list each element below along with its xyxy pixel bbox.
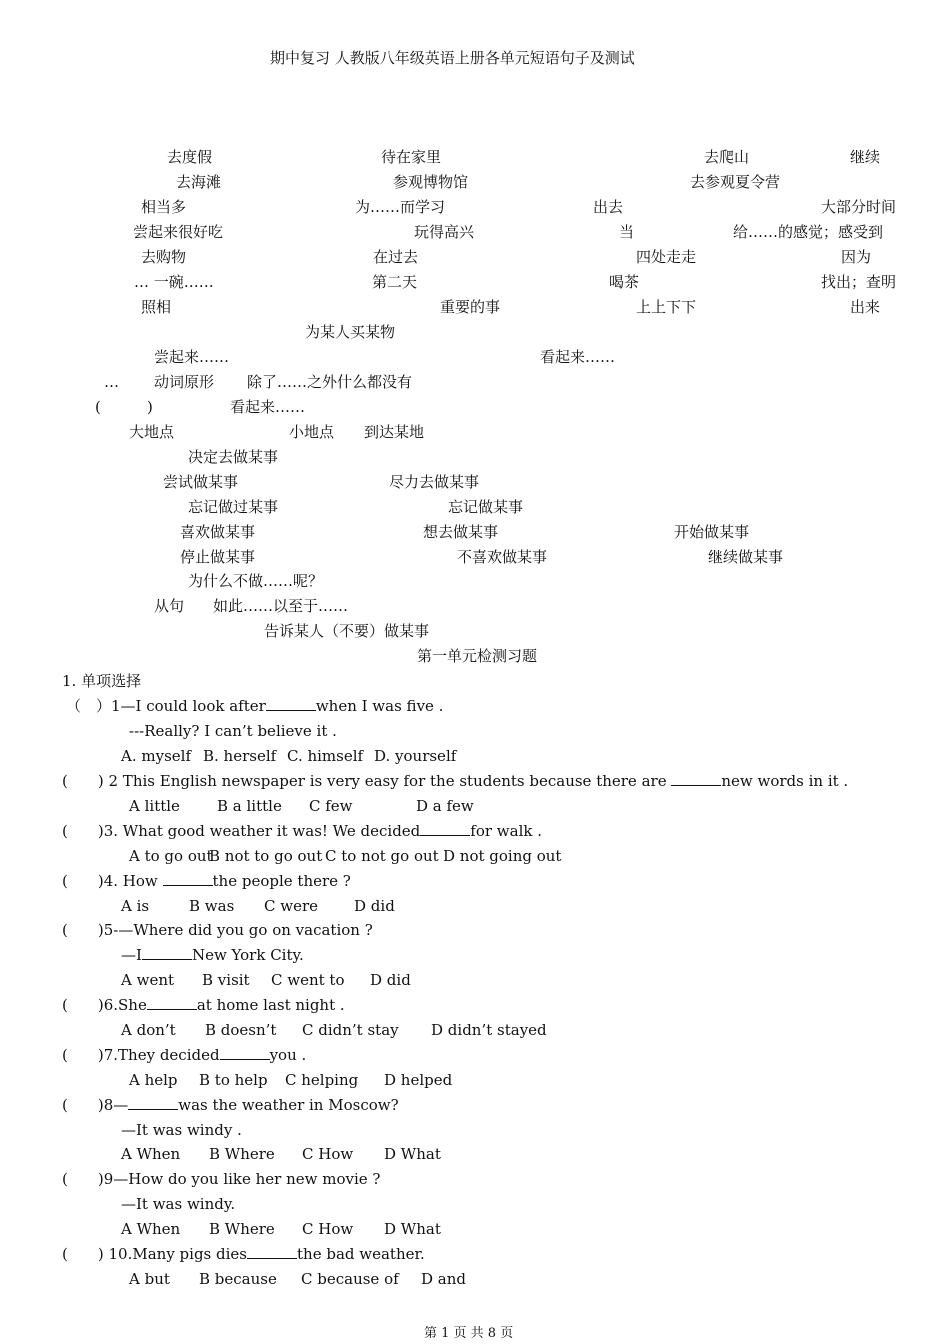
phrase: … 一碗…… (134, 273, 214, 291)
phrase: 为……而学习 (355, 198, 446, 216)
phrase: ) (147, 398, 153, 416)
phrase: 告诉某人（不要）做某事 (264, 622, 430, 640)
options-row (121, 1219, 441, 1239)
phrase: 喜欢做某事 (180, 523, 256, 541)
question-stem-end: the bad weather. (297, 1245, 425, 1263)
answer-blank (220, 1045, 270, 1060)
option-c: C How (302, 1145, 354, 1163)
question-10 (62, 1244, 425, 1264)
answer-paren: ( ) (62, 1046, 104, 1064)
answer-paren: ( ) (62, 1170, 104, 1188)
question-stem-end: you . (269, 1046, 307, 1064)
phrase: … (104, 373, 119, 391)
option-a: A to go out (129, 847, 213, 865)
question-3 (62, 821, 542, 841)
phrase: 不喜欢做某事 (457, 548, 548, 566)
option-b: B to help (199, 1071, 268, 1089)
phrase: 去参观夏令营 (690, 173, 781, 191)
phrase: 到达某地 (364, 423, 425, 441)
question-stem-end: was the weather in Moscow? (178, 1096, 399, 1114)
phrase: 喝茶 (609, 273, 640, 291)
answer-blank (128, 1095, 178, 1110)
phrase: 因为 (841, 248, 872, 266)
answer-paren: ( ) (62, 822, 104, 840)
question-stem: 2 This English newspaper is very easy for the students because there are (108, 772, 672, 790)
option-c: C few (309, 797, 353, 815)
answer-blank (142, 945, 192, 960)
option-d: D. yourself (374, 747, 457, 765)
question-reply: —It was windy . (121, 1121, 242, 1139)
phrase: 为某人买某物 (305, 323, 396, 341)
question-reply: —It was windy. (121, 1195, 236, 1213)
question-stem-end: at home last night . (196, 996, 345, 1014)
option-b: B a little (217, 797, 282, 815)
option-b: B Where (209, 1145, 275, 1163)
question-stem: 6.She (103, 996, 147, 1014)
reply-end: New York City. (191, 946, 304, 964)
options-row (129, 796, 474, 816)
question-6 (62, 995, 345, 1015)
option-a: A help (129, 1071, 178, 1089)
answer-paren: ( ) (62, 872, 104, 890)
answer-paren: ( ) (62, 1096, 104, 1114)
options-row (129, 846, 561, 866)
option-d: D not going out (443, 847, 562, 865)
question-2 (62, 771, 848, 791)
phrase: 当 (619, 223, 635, 241)
options-row (121, 1144, 441, 1164)
phrase: 继续做某事 (708, 548, 784, 566)
option-b: B. herself (203, 747, 277, 765)
phrase: 去购物 (141, 248, 187, 266)
test-title: 第一单元检测习题 (417, 647, 538, 665)
phrase: 动词原形 (154, 373, 215, 391)
phrase: 想去做某事 (423, 523, 499, 541)
phrase: 为什么不做……呢？ (188, 572, 324, 590)
phrase: 在过去 (373, 248, 419, 266)
answer-blank (420, 821, 470, 836)
phrase: 从句 (154, 597, 185, 615)
phrase: 待在家里 (381, 148, 442, 166)
phrase: 看起来…… (230, 398, 306, 416)
answer-blank (163, 871, 213, 886)
phrase: 出来 (850, 298, 881, 316)
phrase: 相当多 (141, 198, 187, 216)
answer-blank (266, 696, 316, 711)
option-c: C helping (285, 1071, 359, 1089)
option-a: A but (129, 1270, 170, 1288)
question-1 (66, 696, 443, 716)
phrase: 大部分时间 (821, 198, 897, 216)
phrase: 大地点 (129, 423, 175, 441)
section-heading: 1. 单项选择 (62, 672, 142, 690)
question-stem: 5-—Where did you go on vacation ? (103, 921, 373, 939)
question-5 (62, 920, 373, 940)
question-stem: 3. What good weather it was! We decided (103, 822, 421, 840)
option-c: C. himself (287, 747, 364, 765)
question-7 (62, 1045, 306, 1065)
option-b: B was (189, 897, 235, 915)
phrase: 小地点 (289, 423, 335, 441)
option-c: C because of (301, 1270, 399, 1288)
option-b: B visit (202, 971, 250, 989)
answer-blank (147, 995, 197, 1010)
question-reply (121, 945, 304, 965)
question-stem: 4. How (103, 872, 163, 890)
phrase: 给……的感觉；感受到 (733, 223, 884, 241)
option-a: A When (121, 1145, 181, 1163)
options-row (121, 970, 411, 990)
phrase: 重要的事 (440, 298, 501, 316)
phrase: 看起来…… (540, 348, 616, 366)
option-d: D and (421, 1270, 466, 1288)
phrase: 尝起来…… (154, 348, 230, 366)
option-d: D did (370, 971, 411, 989)
question-stem-end: when I was five . (315, 697, 444, 715)
phrase: 找出；查明 (821, 273, 897, 291)
question-reply: ---Really? I can’t believe it . (129, 722, 337, 740)
answer-paren: ( ) (62, 996, 104, 1014)
phrase: 第二天 (372, 273, 418, 291)
phrase: 照相 (141, 298, 172, 316)
phrase: 上上下下 (636, 298, 697, 316)
options-row (129, 1070, 452, 1090)
question-9 (62, 1169, 380, 1189)
phrase: 停止做某事 (180, 548, 256, 566)
phrase: 除了……之外什么都没有 (247, 373, 413, 391)
answer-blank (671, 771, 721, 786)
phrase: 忘记做过某事 (188, 498, 279, 516)
phrase: 尝试做某事 (163, 473, 239, 491)
option-d: D did (354, 897, 395, 915)
options-row (121, 746, 456, 766)
option-d: D What (384, 1145, 441, 1163)
phrase: 出去 (593, 198, 624, 216)
phrase: 四处走走 (636, 248, 697, 266)
option-d: D helped (384, 1071, 453, 1089)
phrase: 尽力去做某事 (389, 473, 480, 491)
page-title: 期中复习 人教版八年级英语上册各单元短语句子及测试 (270, 49, 635, 67)
question-stem-end: for walk . (470, 822, 543, 840)
phrase: 去爬山 (704, 148, 750, 166)
phrase: 玩得高兴 (414, 223, 475, 241)
question-4 (62, 871, 351, 891)
option-a: A little (129, 797, 180, 815)
phrase: 开始做某事 (674, 523, 750, 541)
option-d: D didn’t stayed (431, 1021, 547, 1039)
answer-paren: ( ) (62, 921, 104, 939)
reply-start: —I (121, 946, 142, 964)
phrase: 尝起来很好吃 (133, 223, 224, 241)
option-c: C went to (271, 971, 345, 989)
question-8 (62, 1095, 399, 1115)
question-stem-end: new words in it . (721, 772, 849, 790)
option-c: C to not go out (325, 847, 439, 865)
question-stem: 1—I could look after (111, 697, 266, 715)
phrase: 去度假 (167, 148, 213, 166)
options-row (121, 1020, 547, 1040)
option-b: B not to go out (209, 847, 323, 865)
option-a: A When (121, 1220, 181, 1238)
question-stem: 10.Many pigs dies (108, 1245, 248, 1263)
answer-paren: ( ) (62, 772, 104, 790)
phrase: 忘记做某事 (448, 498, 524, 516)
phrase: 参观博物馆 (393, 173, 469, 191)
option-d: D a few (416, 797, 474, 815)
phrase: 继续 (850, 148, 881, 166)
answer-paren: ( ) (62, 1245, 104, 1263)
option-a: A went (121, 971, 175, 989)
answer-paren: （ ） (66, 697, 112, 715)
page-footer: 第 1 页 共 8 页 (424, 1326, 514, 1341)
option-a: A. myself (121, 747, 191, 765)
question-stem: 9—How do you like her new movie ? (103, 1170, 381, 1188)
options-row (121, 896, 395, 916)
option-d: D What (384, 1220, 441, 1238)
question-stem-end: the people there ? (212, 872, 351, 890)
option-a: A don’t (121, 1021, 176, 1039)
option-b: B because (199, 1270, 277, 1288)
phrase: 如此……以至于…… (213, 597, 349, 615)
option-b: B Where (209, 1220, 275, 1238)
phrase: 决定去做某事 (188, 448, 279, 466)
option-a: A is (121, 897, 150, 915)
question-stem: 7.They decided (103, 1046, 220, 1064)
phrase: ( (95, 398, 101, 416)
option-c: C didn’t stay (302, 1021, 399, 1039)
option-c: C How (302, 1220, 354, 1238)
options-row (129, 1269, 466, 1289)
option-b: B doesn’t (205, 1021, 277, 1039)
answer-blank (247, 1244, 297, 1259)
question-stem: 8— (103, 1096, 129, 1114)
phrase: 去海滩 (176, 173, 222, 191)
option-c: C were (264, 897, 319, 915)
